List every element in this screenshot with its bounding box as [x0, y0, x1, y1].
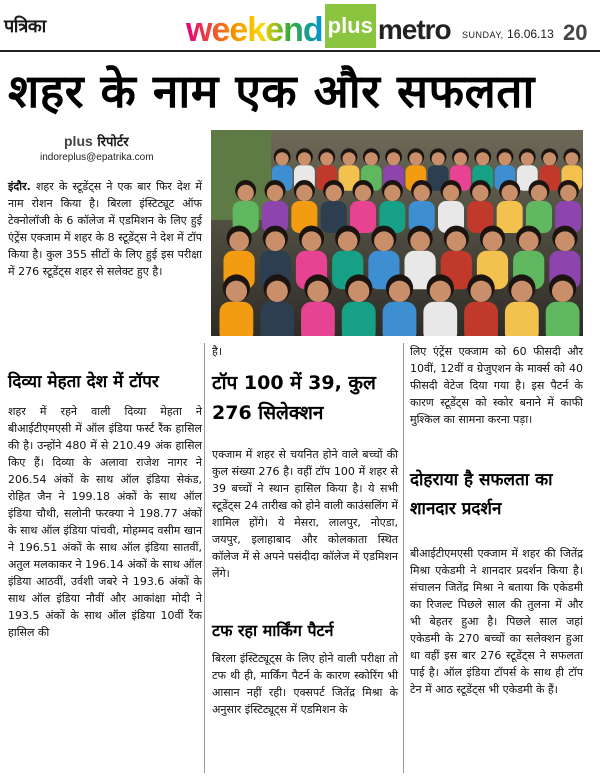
student-figure	[342, 302, 376, 336]
student-figure	[497, 201, 523, 233]
weightage-paragraph: लिए एंट्रेंस एक्जाम को 60 फीसदी और 10वीं, 12वीं व ग्रेजुएशन के मार्क्स को 40 फीसदी वेटेज दिया गया है। इस पैटर्न के कारण स्टूडेंट्स को स्कोर बनाने में काफी मुश्किल का सामना करना पड़ा।	[410, 345, 583, 426]
section-logo	[186, 4, 451, 48]
section-weekend: weekend	[186, 11, 323, 49]
topper-paragraph: शहर में रहने वाली दिव्या मेहता ने बीआईटीएमएसी में ऑल इंडिया फर्स्ट रैंक हासिल की है। उन्होंने 480 में से 210.49 अंक हासिल किए हैं। दिव्या के अलावा राजेश नागर ने 206.54 अंकों के साथ ऑल इंडिया सेकंड, रोहित जैन ने 199.18 अंकों के साथ ऑल इंडिया चौथी, सलोनी फरक्या ने 198.77 अंकों के साथ ऑल इंडिया पांचवी, मोहम्मद वसीम खान ने 196.51 अंकों के साथ ऑल इंडिया सातवीं, अतुल मलकाकर ने 196.14 अंकों के साथ ऑल इंडिया आठवीं, उर्वशी जबरे ने 193.6 अंकों के साथ ऑल इंडिया नौवीं और आकांक्षा मोदी ने 193.5 अंकों के साथ ऑल इंडिया 10वीं रैंक हासिल की	[8, 405, 202, 639]
student-face	[298, 152, 311, 165]
student-face	[552, 281, 573, 302]
page-number: 20	[563, 20, 588, 45]
column-continuation: है।	[212, 345, 223, 358]
student-face	[320, 152, 333, 165]
lead-paragraph	[8, 178, 202, 280]
reporter-email: indoreplus@epatrika.com	[40, 152, 154, 163]
student-figure	[464, 302, 498, 336]
selection-paragraph: एक्जाम में शहर से चयनित होने वाले बच्चों की कुल संख्या 276 है। वहीं टॉप 100 में शहर से 39 बच्चों ने स्थान हासिल किया है। ये सभी स्टूडेंट्स 24 तारीख को होने वाली काउंसलिंग में शामिल होंगे। ये मेसरा, लालपुर, नोएडा, जयपुर, इलाहाबाद और कोलकाता स्थित कॉलेज में से अपने पसंदीदा कॉलेज में एडमिशन लेंगे।	[212, 448, 398, 580]
academy-paragraph: बीआईटीएमएसी एक्जाम में शहर की जितेंद्र मिश्रा एकेडमी ने शानदार प्रदर्शन किया है। संचालन जितेंद्र मिश्रा ने बताया कि एकेडमी का रिजल्ट पिछले साल की तुलना में और भी बेहतर हुआ है। पिछले साल जहां एकेडमी के 270 बच्चों का सलेक्शन हुआ था वहीं इस बार 276 स्टूडेंट्स ने सफलता पाई है। ऑल इंडिया टॉपर्स के साथ ही टॉप टेन में आठ स्टूडेंट्स भी एकेडमी के हैं।	[410, 547, 583, 696]
section-plus: plus	[325, 4, 376, 48]
student-face	[338, 231, 358, 251]
students-photo-illustration	[211, 130, 583, 336]
student-face	[410, 231, 430, 251]
student-face	[565, 152, 578, 165]
student-face	[387, 152, 400, 165]
student-face	[374, 231, 394, 251]
subheading-marking-pattern: टफ रहा मार्किंग पैटर्न	[212, 621, 334, 640]
student-face	[302, 231, 322, 251]
student-face	[443, 185, 459, 201]
byline	[64, 132, 129, 150]
subheading-success: दोहराया है सफलता का शानदार प्रदर्शन	[410, 470, 553, 519]
student-face	[384, 185, 400, 201]
student-face	[355, 185, 371, 201]
student-face	[226, 281, 247, 302]
byline-plus: plus	[64, 133, 93, 149]
student-face	[237, 185, 253, 201]
marking-pattern-paragraph: बिरला इंस्टिट्यूट्स के लिए होने वाली परीक्षा तो टफ थी ही, मार्किंग पैटर्न के कारण स्कोरिंग भी आसान नहीं रही। एक्सपर्ट जितेंद्र मिश्रा के अनुसार इंस्टिट्यूट्स में एडमिशन के	[212, 652, 398, 716]
student-face	[511, 281, 532, 302]
dateline	[462, 27, 554, 41]
lead-city: इंदौर.	[8, 180, 31, 193]
masthead	[0, 0, 600, 52]
student-figure	[546, 302, 580, 336]
student-face	[348, 281, 369, 302]
student-figure	[219, 302, 253, 336]
student-figure	[260, 302, 294, 336]
student-face	[543, 152, 556, 165]
dateline-date: 16.06.13	[507, 27, 554, 41]
student-face	[446, 231, 466, 251]
student-face	[267, 281, 288, 302]
student-face	[296, 185, 312, 201]
student-figure	[383, 302, 417, 336]
subheading-selection: टॉप 100 में 39, कुल 276 सिलेक्शन	[212, 372, 376, 424]
student-face	[498, 152, 511, 165]
newspaper-brand: पत्रिका	[4, 16, 46, 37]
student-face	[430, 281, 451, 302]
student-face	[413, 185, 429, 201]
student-figure	[505, 302, 539, 336]
student-face	[432, 152, 445, 165]
student-face	[555, 231, 575, 251]
student-face	[325, 185, 341, 201]
column-divider	[204, 343, 205, 773]
student-face	[521, 152, 534, 165]
student-face	[519, 231, 539, 251]
student-face	[389, 281, 410, 302]
student-face	[307, 281, 328, 302]
student-figure	[423, 302, 457, 336]
student-face	[531, 185, 547, 201]
lead-text: शहर के स्टूडेंट्स ने एक बार फिर देश में नाम रोशन किया है। बिरला इंस्टिट्यूट ऑफ टेक्नोलॉजी के 6 कॉलेज में एडमिशन के लिए हुई एंट्रेंस एक्जाम में शहर के 8 स्टूडेंट्स ने देश में टॉप किया है। कुल 355 सीटों के लिए हुई इस परीक्षा में 276 स्टूडेंट्स शहर से सलेक्ट हुए है।	[8, 180, 203, 278]
student-face	[365, 152, 378, 165]
student-face	[470, 281, 491, 302]
student-face	[454, 152, 467, 165]
student-face	[483, 231, 503, 251]
student-face	[501, 185, 517, 201]
student-face	[229, 231, 249, 251]
student-face	[265, 231, 285, 251]
subheading-topper: दिव्या मेहता देश में टॉपर	[8, 372, 159, 392]
student-figure	[301, 302, 335, 336]
student-face	[560, 185, 576, 201]
student-face	[267, 185, 283, 201]
group-photo	[211, 130, 583, 336]
student-face	[476, 152, 489, 165]
column-divider	[403, 343, 404, 773]
dateline-day: SUNDAY,	[462, 30, 504, 40]
byline-reporter: रिपोर्टर	[97, 135, 129, 150]
student-face	[276, 152, 289, 165]
student-face	[472, 185, 488, 201]
page-headline: शहर के नाम एक और सफलता	[8, 64, 535, 118]
section-metro: metro	[377, 14, 451, 45]
student-face	[342, 152, 355, 165]
student-face	[409, 152, 422, 165]
